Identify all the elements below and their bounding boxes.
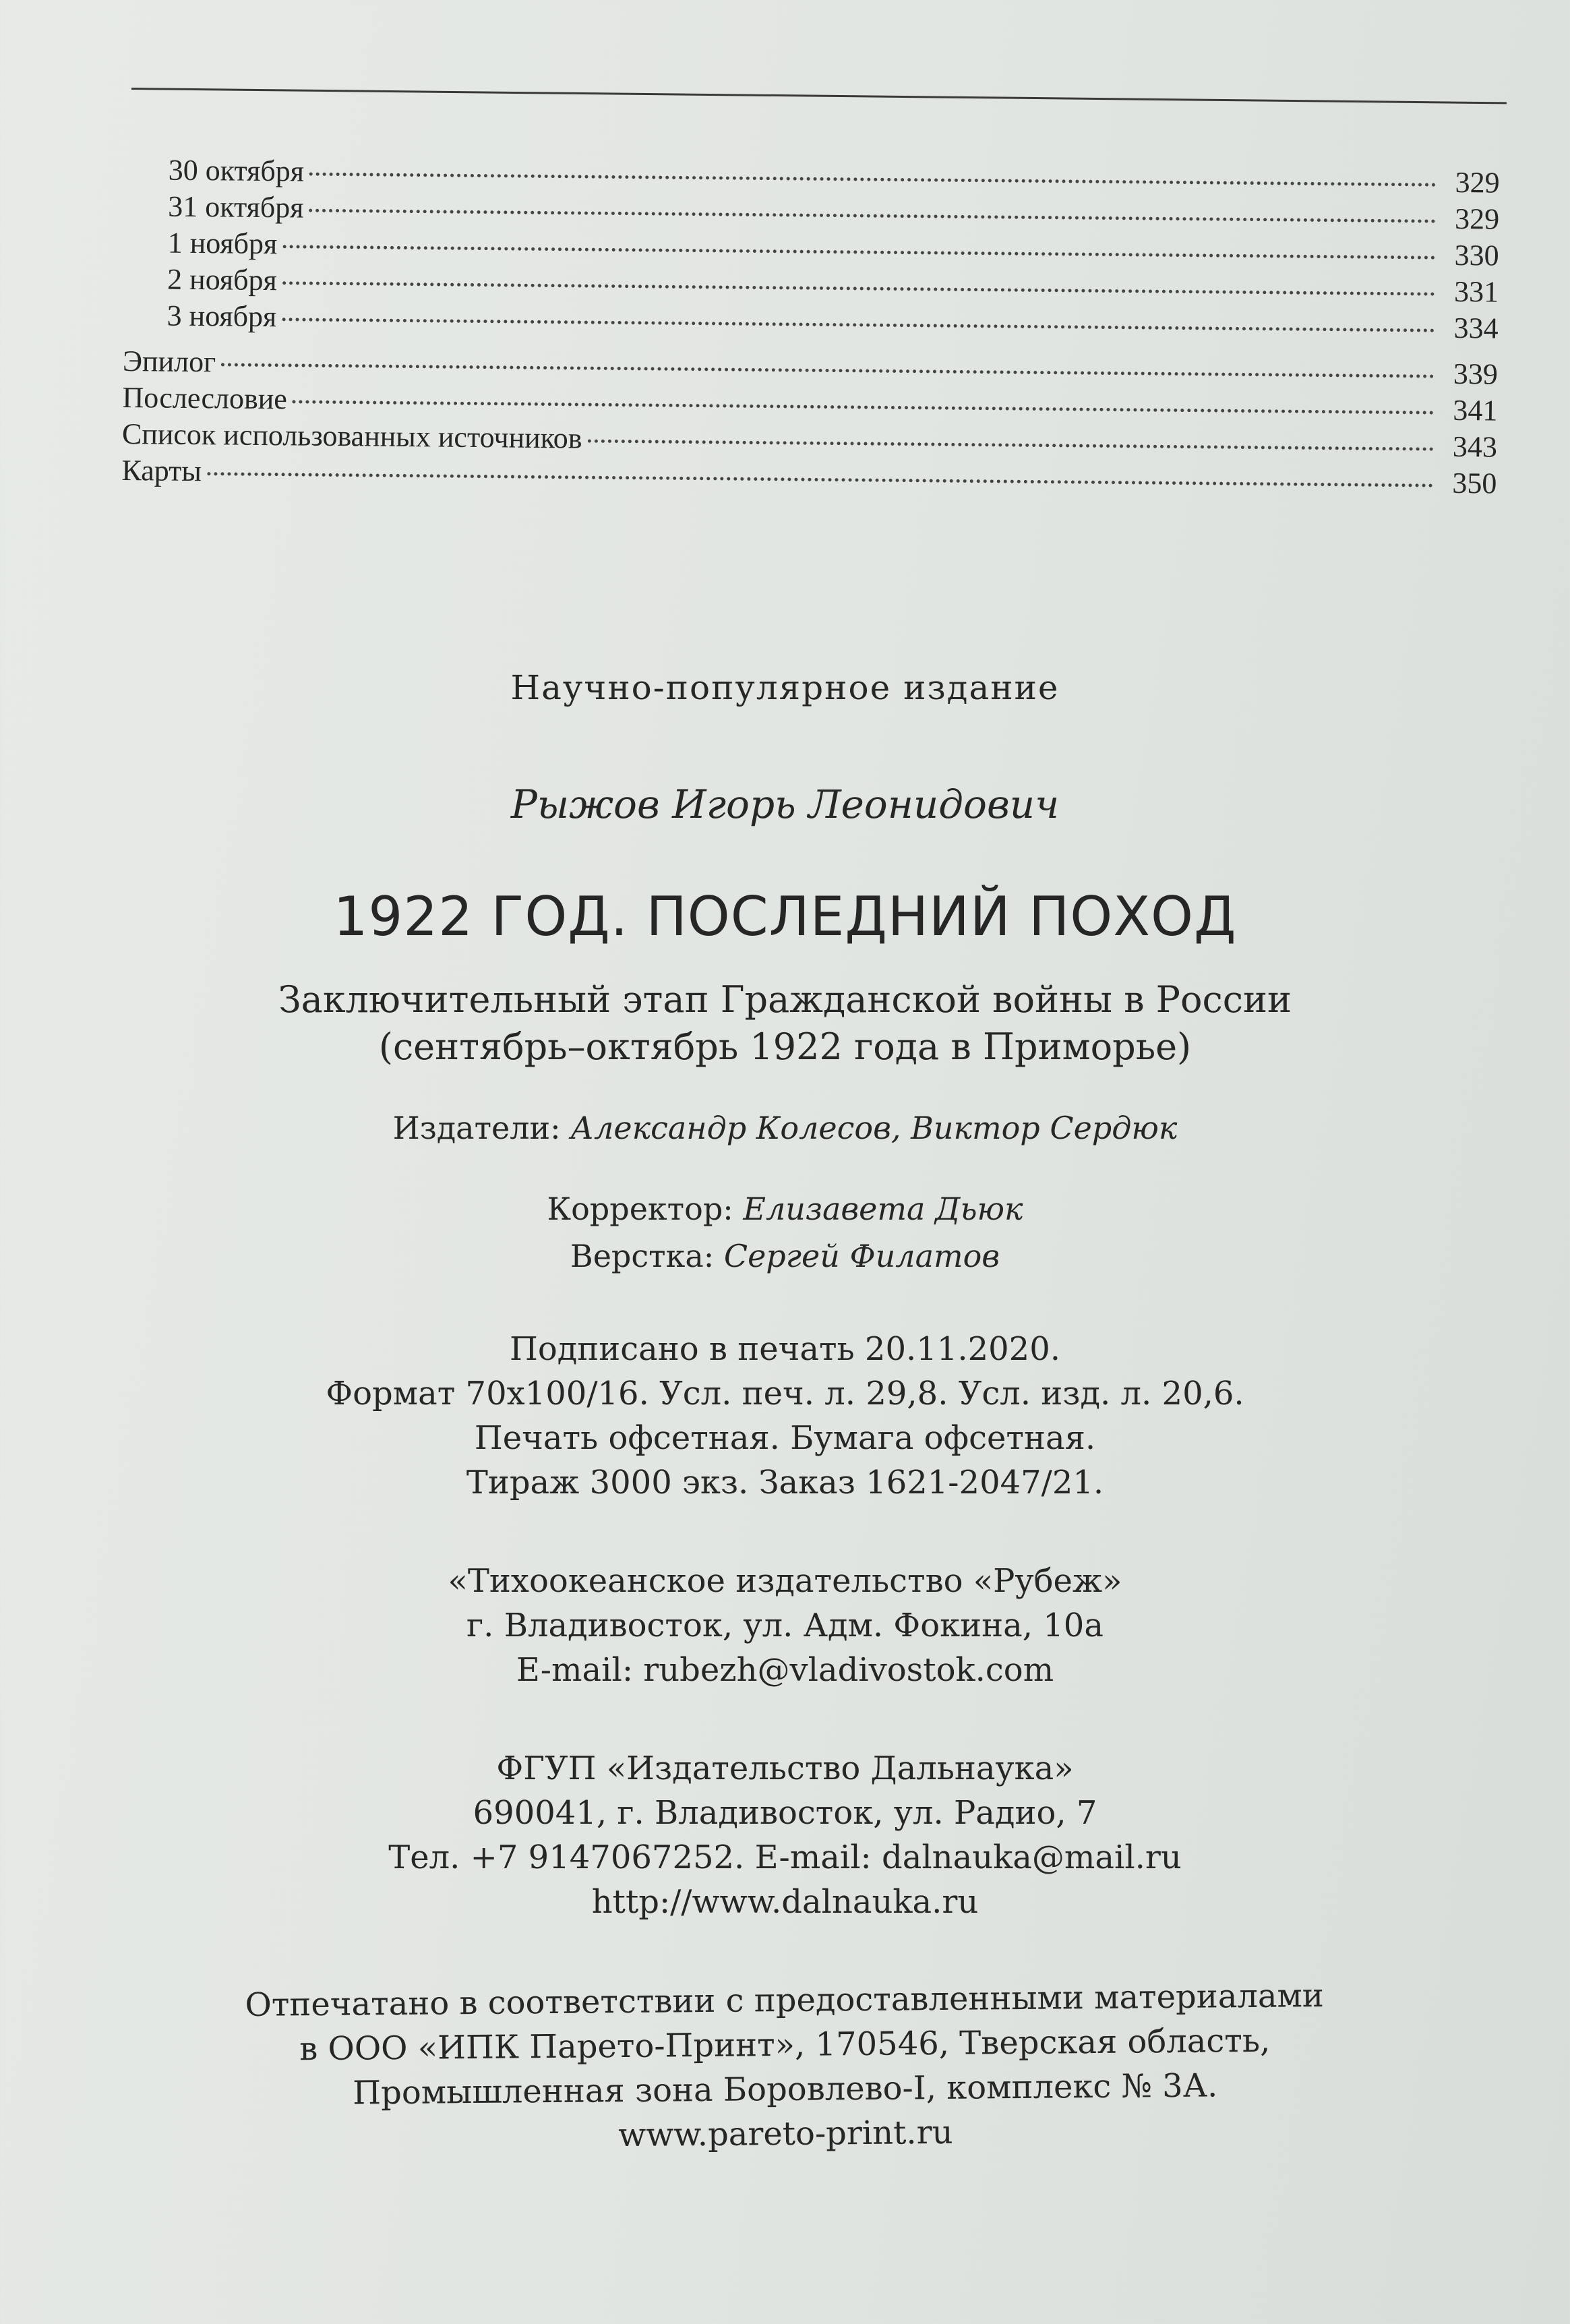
header-rule: [131, 88, 1507, 104]
printer-info-line: Отпечатано в соответствии с предоставленными материалами: [245, 1977, 1325, 2024]
table-of-contents: [121, 152, 1500, 502]
printer-info-line: Промышленная зона Боровлево-I, комплекс № 3А.: [353, 2066, 1218, 2112]
toc-entry-page: 341: [1453, 393, 1498, 427]
toc-entry-page: 329: [1455, 165, 1500, 200]
publishers-label: Издатели:: [392, 1110, 561, 1146]
toc-leader-dots: [282, 318, 1435, 332]
toc-entry-title: 2 ноября: [167, 262, 277, 297]
toc-leader-dots: [293, 400, 1435, 414]
subtitle-line: (сентябрь–октябрь 1922 года в Приморье): [378, 1025, 1192, 1068]
dalnauka-info: [0, 1746, 1570, 1924]
printer-info-line: в ООО «ИПК Парето-Принт», 170546, Тверская область,: [299, 2021, 1271, 2068]
publisher-info-line: «Тихоокеанское издательство «Рубеж»: [448, 1562, 1122, 1600]
book-subtitle: [0, 976, 1570, 1071]
corrector-label: Корректор:: [547, 1191, 733, 1227]
publisher-info: [0, 1559, 1570, 1692]
toc-entry-title: 31 октября: [167, 189, 304, 225]
toc-entry-page: 331: [1453, 274, 1499, 309]
subtitle-line: Заключительный этап Гражданской войны в России: [278, 978, 1292, 1021]
dalnauka-info-line: Тел. +7 9147067252. E-mail: dalnauka@mail.ru: [388, 1839, 1182, 1876]
print-detail-line: Подписано в печать 20.11.2020.: [509, 1330, 1060, 1368]
book-title: 1922 ГОД. ПОСЛЕДНИЙ ПОХОД: [333, 885, 1237, 948]
toc-entry-title: 1 ноября: [167, 226, 278, 261]
print-detail-line: Тираж 3000 экз. Заказ 1621-2047/21.: [466, 1464, 1104, 1501]
toc-entry-page: 330: [1454, 238, 1499, 272]
layout-credit: [0, 1232, 1570, 1280]
publishers-names: Александр Колесов, Виктор Сердюк: [570, 1110, 1178, 1146]
edition-type: Научно-популярное издание: [510, 668, 1060, 707]
toc-leader-dots: [588, 440, 1434, 451]
toc-leader-dots: [282, 281, 1435, 295]
dalnauka-info-line: 690041, г. Владивосток, ул. Радио, 7: [473, 1794, 1097, 1832]
toc-leader-dots: [309, 173, 1437, 187]
author-name: Рыжов Игорь Леонидович: [510, 781, 1060, 827]
dalnauka-info-line: http://www.dalnauka.ru: [591, 1883, 979, 1921]
toc-entry-title: 3 ноября: [167, 299, 277, 334]
layout-name: Сергей Филатов: [723, 1238, 1000, 1274]
layout-label: Верстка:: [570, 1238, 715, 1274]
imprint-block: [0, 667, 1570, 2156]
toc-entry-page: 343: [1452, 429, 1498, 464]
staff-credits: [0, 1185, 1570, 1280]
toc-entry-page: 339: [1453, 357, 1499, 391]
toc-entry-page: 329: [1454, 202, 1500, 236]
print-details: [0, 1327, 1570, 1505]
toc-entry-page: 350: [1452, 466, 1497, 500]
corrector-name: Елизавета Дьюк: [743, 1191, 1023, 1227]
toc-entry-title: Послесловие: [122, 380, 288, 416]
toc-leader-dots: [309, 209, 1436, 223]
print-detail-line: Формат 70х100/16. Усл. печ. л. 29,8. Усл. изд. л. 20,6.: [326, 1375, 1244, 1412]
toc-entry-title: Карты: [121, 453, 202, 488]
toc-entry-page: 334: [1453, 311, 1499, 345]
toc-leader-dots: [207, 472, 1433, 487]
publishers-credit: [0, 1104, 1570, 1152]
print-detail-line: Печать офсетная. Бумага офсетная.: [474, 1419, 1096, 1457]
toc-leader-dots: [282, 245, 1435, 259]
printer-info-line: www.pareto-print.ru: [617, 2113, 953, 2155]
publisher-info-line: E-mail: rubezh@vladivostok.com: [516, 1651, 1054, 1689]
dalnauka-info-line: ФГУП «Издательство Дальнаука»: [496, 1750, 1074, 1787]
corrector-credit: [0, 1185, 1570, 1232]
toc-leader-dots: [221, 363, 1435, 378]
toc-entry-title: Эпилог: [122, 344, 216, 379]
publisher-info-line: г. Владивосток, ул. Адм. Фокина, 10а: [466, 1607, 1104, 1644]
toc-entry-title: 30 октября: [168, 153, 305, 188]
printer-info: [0, 1971, 1570, 2163]
toc-entry-title: Список использованных источников: [121, 417, 582, 455]
